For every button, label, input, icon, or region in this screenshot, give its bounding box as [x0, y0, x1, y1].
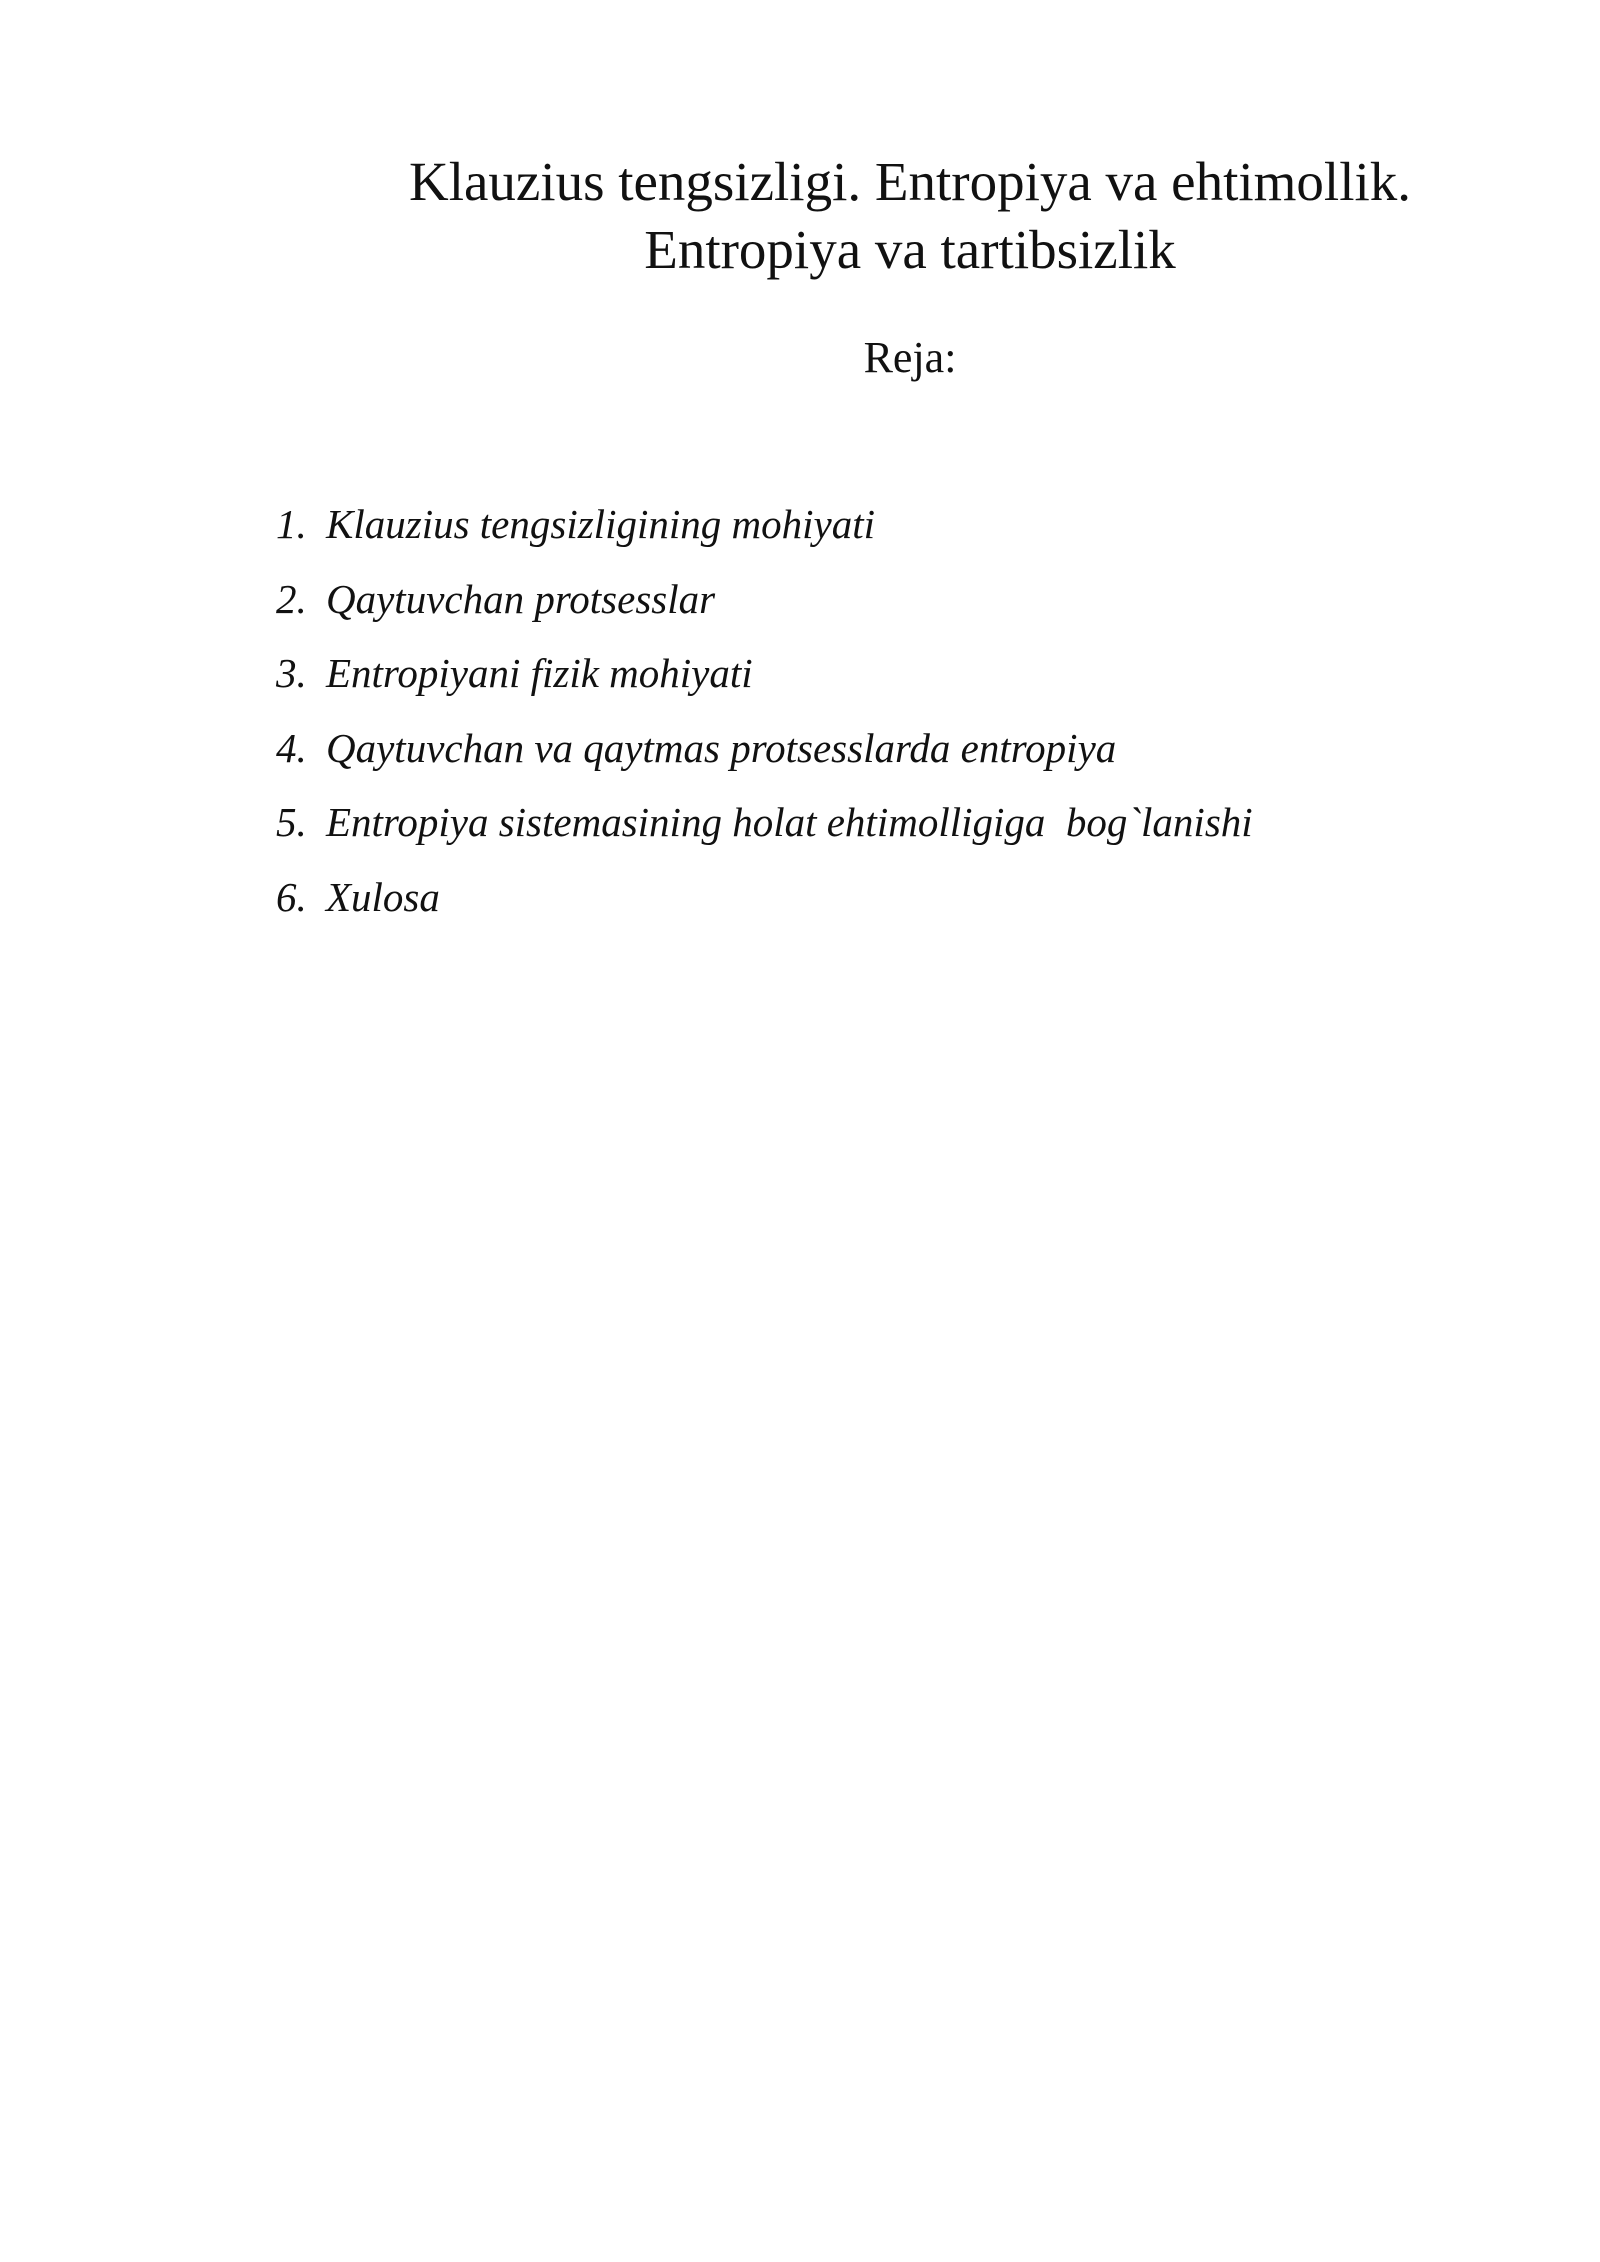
document-title — [180, 148, 1600, 284]
plan-item-1 — [276, 498, 1253, 573]
plan-item-text: Qaytuvchan protsesslar — [326, 575, 716, 622]
plan-item-number: 6. — [276, 873, 307, 920]
plan-item-5 — [276, 796, 1253, 871]
plan-list — [276, 498, 1253, 945]
plan-item-text: Qaytuvchan va qaytmas protsesslarda entropiya — [326, 724, 1117, 771]
plan-item-2 — [276, 573, 1253, 648]
plan-item-number: 1. — [276, 501, 307, 547]
plan-item-text: Entropiyani fizik mohiyati — [326, 650, 753, 696]
plan-item-6 — [276, 871, 1253, 946]
plan-item-text: Klauzius tengsizligining mohiyati — [326, 501, 875, 547]
plan-heading: Reja: — [863, 333, 957, 382]
plan-item-text: Xulosa — [326, 873, 440, 920]
plan-item-number: 3. — [276, 650, 307, 696]
plan-item-4 — [276, 722, 1253, 797]
plan-item-number: 4. — [276, 724, 307, 771]
title-line-1: Klauzius tengsizligi. Entropiya va ehtimollik. — [408, 151, 1412, 212]
plan-item-number: 2. — [276, 575, 307, 622]
plan-item-3 — [276, 647, 1253, 722]
plan-item-number: 5. — [276, 799, 307, 845]
title-line-2: Entropiya va tartibsizlik — [644, 219, 1176, 280]
plan-item-text: Entropiya sistemasining holat ehtimolligiga bog`lanishi — [326, 799, 1253, 845]
